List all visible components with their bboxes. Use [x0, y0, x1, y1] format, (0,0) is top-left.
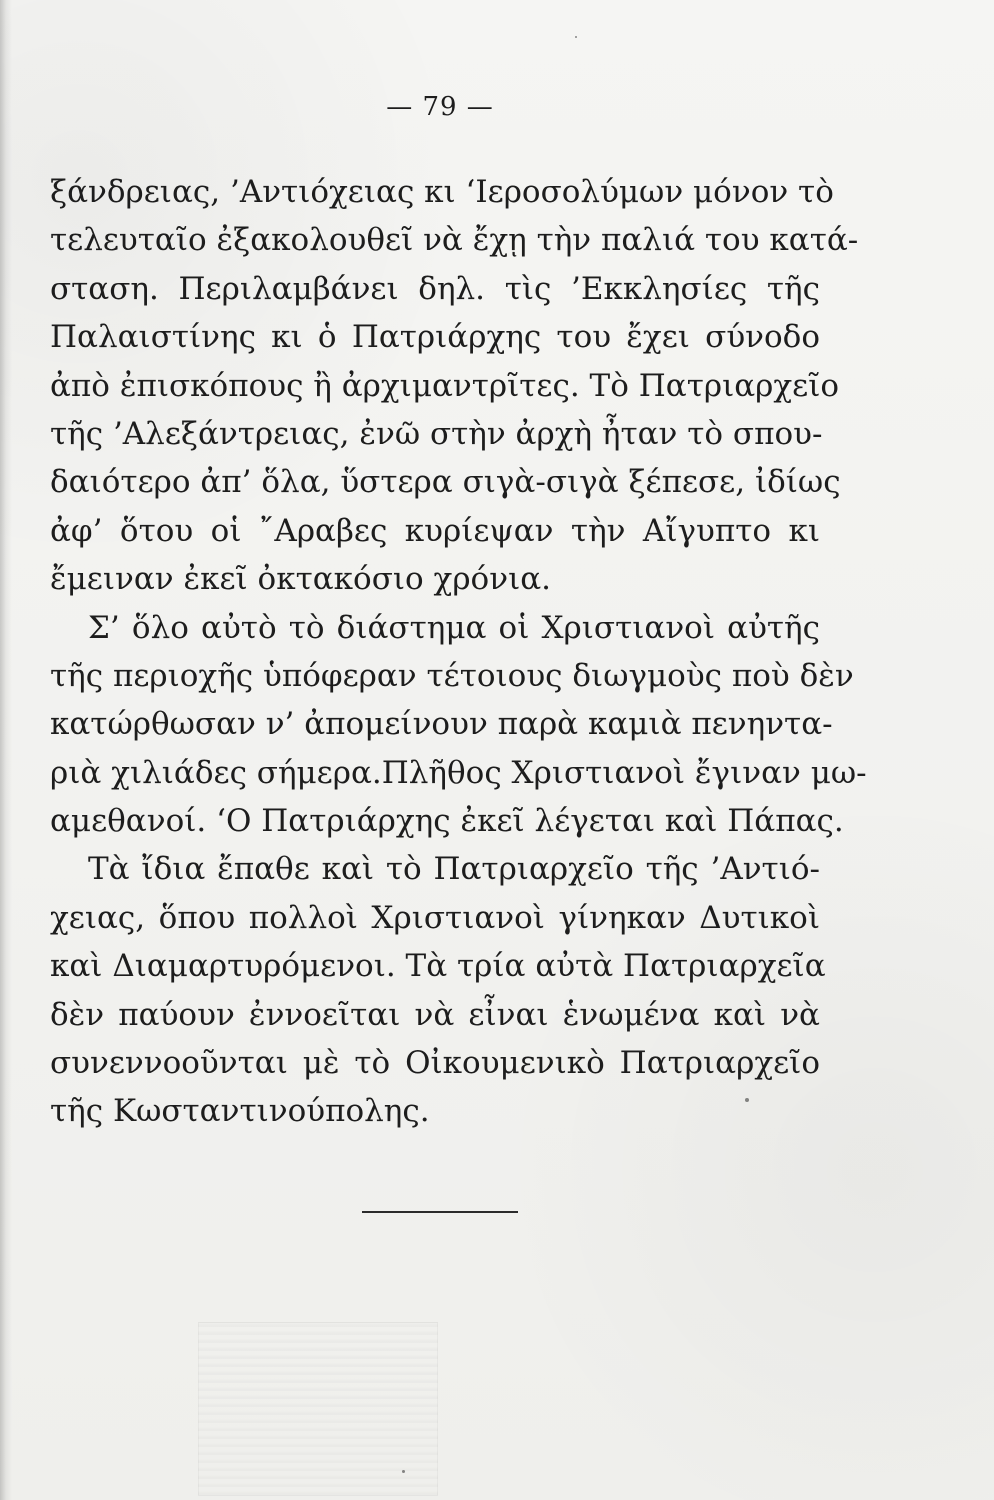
- text-line: τῆς Κωσταντινούπολης.: [50, 1093, 430, 1130]
- text-line: Σ’ ὅλο αὐτὸ τὸ διάστημα οἱ Χριστιανοὶ αὐτῆς: [88, 609, 820, 646]
- text-line: ριὰ χιλιάδες σήμερα.Πλῆθος Χριστιανοὶ ἔγιναν μω-: [50, 754, 867, 791]
- text-line: χειας, ὅπου πολλοὶ Χριστιανοὶ γίνηκαν Δυτικοὶ: [50, 899, 820, 936]
- page-number: — 79 —: [386, 92, 494, 122]
- text-line: ἀπὸ ἐπισκόπους ἢ ἀρχιμαντρῖτες. Τὸ Πατριαρχεῖο: [50, 367, 840, 404]
- text-line: σταση. Περιλαμβάνει δηλ. τὶς ’Εκκλησίες τῆς: [50, 270, 820, 307]
- page-edge-shadow: [0, 0, 12, 1500]
- text-line: Τὰ ἴδια ἔπαθε καὶ τὸ Πατριαρχεῖο τῆς ’Αντιό-: [88, 851, 820, 888]
- text-line: τῆς περιοχῆς ὑπόφεραν τέτοιους διωγμοὺς ποὺ δὲν: [50, 657, 854, 694]
- text-line: καὶ Διαμαρτυρόμενοι. Τὰ τρία αὐτὰ Πατριαρχεῖα: [50, 948, 826, 985]
- text-line: κατώρθωσαν ν’ ἀπομείνουν παρὰ καμιὰ πενηντα-: [50, 706, 833, 743]
- text-line: ἀφ’ ὅτου οἱ ῎Αραβες κυρίεψαν τὴν Αἴγυπτο κι: [50, 512, 820, 549]
- body-text: [50, 168, 867, 1136]
- dust-speck: [402, 1470, 405, 1473]
- text-line: τῆς ’Αλεξάντρειας, ἐνῶ στὴν ἀρχὴ ἦταν τὸ σπου-: [50, 415, 823, 452]
- text-line: δαιότερο ἀπ’ ὅλα, ὕστερα σιγὰ-σιγὰ ξέπεσε, ἰδίως: [50, 464, 841, 501]
- text-line: τελευταῖο ἐξακολουθεῖ νὰ ἔχῃ τὴν παλιά του κατά-: [50, 222, 859, 259]
- text-line: ξάνδρειας, ’Αντιόχειας κι ‘Ιεροσολύμων μόνον τὸ: [50, 174, 834, 210]
- text-line: Παλαιστίνης κι ὁ Πατριάρχης του ἔχει σύνοδο: [50, 319, 820, 356]
- end-rule: [362, 1211, 518, 1213]
- dust-speck: [745, 1098, 749, 1102]
- text-line: αμεθανοί. ‘Ο Πατριάρχης ἐκεῖ λέγεται καὶ Πάπας.: [50, 803, 844, 840]
- dust-speck: [575, 36, 577, 38]
- text-line: δὲν παύουν ἐννοεῖται νὰ εἶναι ἑνωμένα καὶ νὰ: [50, 996, 820, 1033]
- text-line: ἔμειναν ἐκεῖ ὀκτακόσιο χρόνια.: [50, 561, 552, 598]
- text-line: συνεννοοῦνται μὲ τὸ Οἰκουμενικὸ Πατριαρχεῖο: [50, 1045, 820, 1082]
